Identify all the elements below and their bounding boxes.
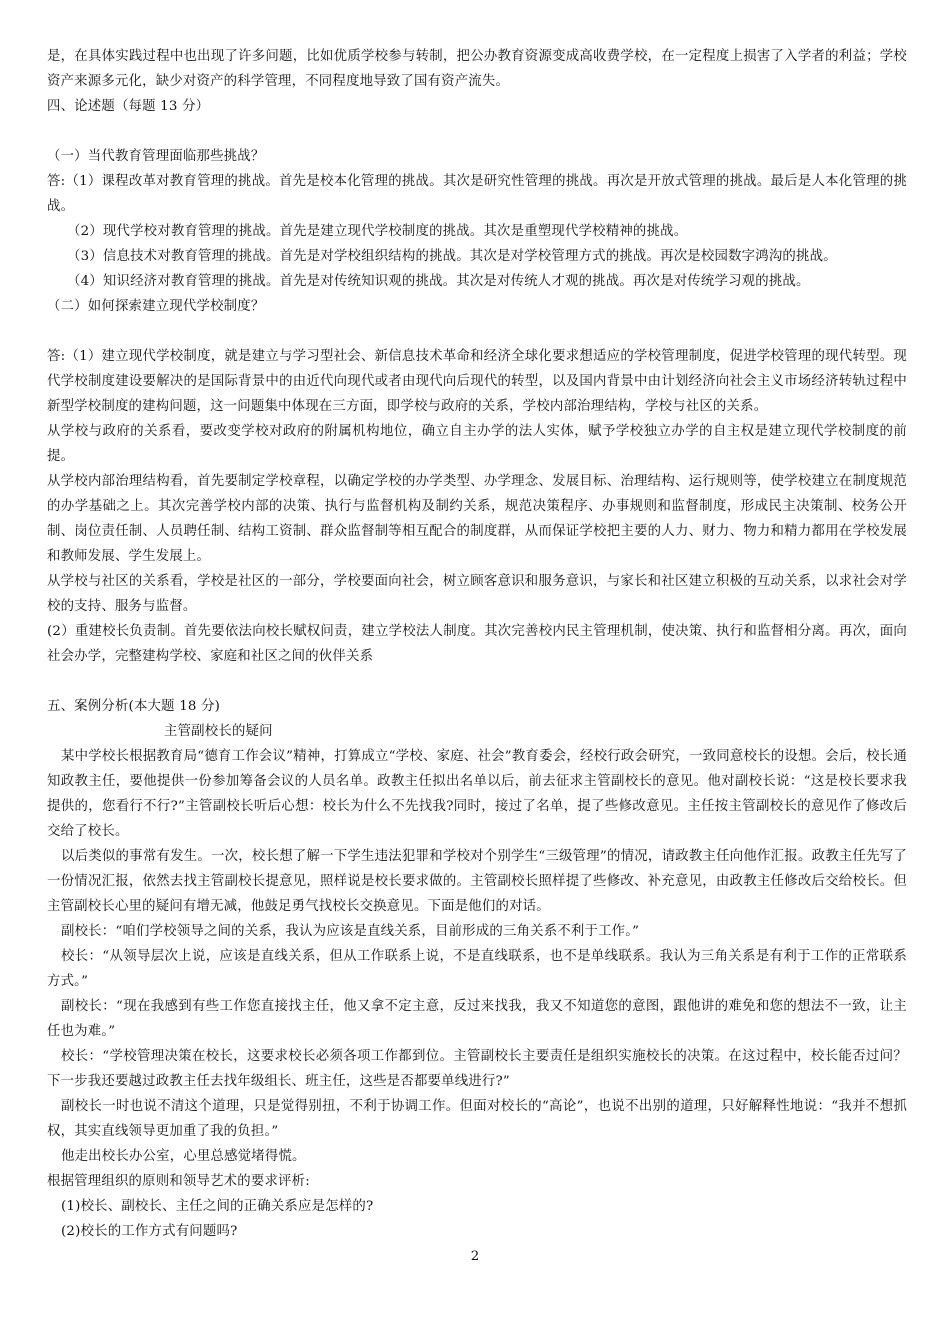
- section5-heading: 五、案例分析(本大题 18 分): [47, 699, 221, 714]
- analysis-prompt: 根据管理组织的原则和领导艺术的要求评析:: [47, 1174, 310, 1189]
- dialogue-vice-principal-3: 副校长一时也说不清这个道理，只是觉得别扭，不利于协调工作。但面对校长的“高论”，也说不出别的道理，只好解释性地说：“我并不想抓权，其实直线领导更加重了我的负担。”: [47, 1099, 907, 1139]
- q1-answer-4: （4）知识经济对教育管理的挑战。首先是对传统知识观的挑战。其次是对传统人才观的挑战。再次是对传统学习观的挑战。: [67, 274, 810, 289]
- dialogue-principal-2: 校长：“学校管理决策在校长，这要求校长必须各项工作都到位。主管副校长主要责任是组织实施校长的决策。在这过程中，校长能否过问？下一步我还要越过政教主任去找年级组长、班主任，这些是否都要单线进行?”: [47, 1049, 907, 1089]
- q2-answer-2: (2）重建校长负责制。首先要依法向校长赋权问责，建立学校法人制度。其次完善校内民主管理机制，使决策、执行和监督相分离。再次，面向社会办学，完整建构学校、家庭和社区之间的伙伴关系: [47, 624, 907, 664]
- dialogue-vice-principal-1: 副校长：“咱们学校领导之间的关系，我认为应该是直线关系，目前形成的三角关系不利于工作。”: [61, 924, 640, 939]
- blank-line: [47, 669, 907, 694]
- blank-line: [47, 119, 907, 144]
- q2-question: （二）如何探索建立现代学校制度？: [47, 299, 265, 314]
- case-title: 主管副校长的疑问: [164, 724, 273, 739]
- q2-para-community: 从学校与社区的关系看，学校是社区的一部分，学校要面向社会，树立顾客意识和服务意识，与家长和社区建立积极的互动关系，以求社会对学校的支持、服务与监督。: [47, 574, 907, 614]
- intro-paragraph: 是，在具体实践过程中也出现了许多问题，比如优质学校参与转制，把公办教育资源变成高收费学校，在一定程度上损害了入学者的利益；学校资产来源多元化，缺少对资产的科学管理，不同程度地导致了国有资产流失。: [47, 49, 907, 89]
- section4-heading: 四、论述题（每题 13 分）: [47, 99, 210, 114]
- dialogue-principal-1: 校长：“从领导层次上说，应该是直线关系，但从工作联系上说，不是直线联系，也不是单线联系。我认为三角关系是有利于工作的正常联系方式。”: [47, 949, 907, 989]
- q2-para-internal: 从学校内部治理结构看，首先要制定学校章程，以确定学校的办学类型、办学理念、发展目标、治理结构、运行规则等，使学校建立在制度规范的办学基础之上。其次完善学校内部的决策、执行与监督机构及制约关系，规范决策程序、办事规则和监督制度，形成民主决策制、校务公开制、岗位责任制、人员聘任制、结构工资制、群众监督制等相互配合的制度群，从而保证学校把主要的人力、财力、物力和精力都用在学校发展和教师发展、学生发展上。: [47, 474, 907, 564]
- case-paragraph-1: 某中学校长根据教育局“德育工作会议”精神，打算成立“学校、家庭、社会”教育委会，经校行政会研究，一致同意校长的设想。会后，校长通知政教主任，要他提供一份参加筹备会议的人员名单。政教主任拟出名单以后，前去征求主管副校长的意见。他对副校长说：“这是校长要求我提供的，您看行不行?”主管副校长听后心想：校长为什么不先找我?同时，接过了名单，提了些修改意见。主任按主管副校长的意见作了修改后交给了校长。: [47, 749, 907, 839]
- case-paragraph-2: 以后类似的事常有发生。一次，校长想了解一下学生违法犯罪和学校对个别学生“三级管理”的情况，请政教主任向他作汇报。政教主任先写了一份情况汇报，依然去找主管副校长提意见，照样说是校长要求做的。主管副校长照样提了些修改、补充意见，由政教主任修改后交给校长。但主管副校长心里的疑问有增无减，他鼓足勇气找校长交换意见。下面是他们的对话。: [47, 849, 907, 914]
- q1-answer-2: （2）现代学校对教育管理的挑战。首先是建立现代学校制度的挑战。其次是重塑现代学校精神的挑战。: [67, 224, 688, 239]
- blank-line: [47, 319, 907, 344]
- case-closing-line: 他走出校长办公室，心里总感觉堵得慌。: [61, 1149, 306, 1164]
- q1-answer-1: 答:（1）课程改革对教育管理的挑战。首先是校本化管理的挑战。其次是研究性管理的挑战。再次是开放式管理的挑战。最后是人本化管理的挑战。: [47, 174, 907, 214]
- q1-answer-3: （3）信息技术对教育管理的挑战。首先是对学校组织结构的挑战。其次是对学校管理方式的挑战。再次是校园数字鸿沟的挑战。: [67, 249, 837, 264]
- page-number: 2: [470, 1249, 480, 1264]
- q2-answer-1: 答:（1）建立现代学校制度，就是建立与学习型社会、新信息技术革命和经济全球化要求想适应的学校管理制度，促进学校管理的现代转型。现代学校制度建设要解决的是国际背景中的由近代向现代或者由现代向后现代的转型，以及国内背景中由计划经济向社会主义市场经济转轨过程中新型学校制度的建构问题，这一问题集中体现在三方面，即学校与政府的关系，学校内部治理结构，学校与社区的关系。: [47, 349, 907, 414]
- q1-question: （一）当代教育管理面临那些挑战？: [47, 149, 265, 164]
- analysis-question-1: (1)校长、副校长、主任之间的正确关系应是怎样的?: [61, 1199, 374, 1214]
- q2-para-government: 从学校与政府的关系看，要改变学校对政府的附属机构地位，确立自主办学的法人实体，赋予学校独立办学的自主权是建立现代学校制度的前提。: [47, 424, 907, 464]
- analysis-question-2: (2)校长的工作方式有问题吗?: [61, 1224, 238, 1239]
- dialogue-vice-principal-2: 副校长：“现在我感到有些工作您直接找主任，他又拿不定主意，反过来找我，我又不知道您的意图，跟他讲的难免和您的想法不一致，让主任也为难。”: [47, 999, 907, 1039]
- document-body: [47, 44, 907, 1244]
